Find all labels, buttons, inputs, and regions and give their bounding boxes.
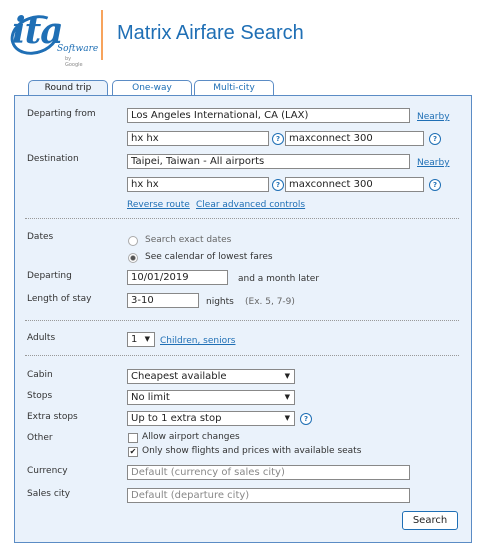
destination-routing-input[interactable]: hx hx — [127, 177, 269, 192]
calendar-label: See calendar of lowest fares — [145, 252, 273, 262]
length-of-stay-input[interactable]: 3-10 — [127, 293, 199, 308]
origin-routing-input[interactable]: hx hx — [127, 131, 269, 146]
section-divider — [25, 320, 459, 321]
departing-from-label: Departing from — [27, 109, 96, 119]
cabin-value: Cheapest available — [131, 371, 227, 382]
departing-date-input[interactable]: 10/01/2019 — [127, 270, 228, 285]
help-icon[interactable]: ? — [272, 179, 284, 191]
logo-text: ita — [12, 10, 63, 52]
chevron-down-icon: ▼ — [284, 372, 290, 380]
destination-input[interactable]: Taipei, Taiwan - All airports — [127, 154, 410, 169]
departing-label: Departing — [27, 271, 72, 281]
extra-stops-select[interactable] — [127, 411, 295, 426]
sales-city-label: Sales city — [27, 489, 71, 499]
adults-value: 1 — [131, 334, 138, 345]
help-icon[interactable]: ? — [300, 413, 312, 425]
departing-suffix: and a month later — [238, 274, 320, 284]
reverse-route-link[interactable]: Reverse route — [127, 200, 190, 210]
search-button[interactable]: Search — [402, 511, 458, 530]
adults-label: Adults — [27, 333, 56, 343]
clear-advanced-link[interactable]: Clear advanced controls — [196, 200, 306, 210]
destination-label: Destination — [27, 154, 79, 164]
tab-one-way[interactable]: One-way — [112, 80, 192, 95]
help-icon[interactable]: ? — [429, 133, 441, 145]
chevron-down-icon: ▼ — [144, 335, 150, 343]
stops-select[interactable] — [127, 390, 295, 405]
cabin-select[interactable] — [127, 369, 295, 384]
logo-subtext: Software — [57, 44, 99, 54]
radio-exact-dates[interactable] — [128, 236, 138, 246]
chevron-down-icon: ▼ — [284, 393, 290, 401]
destination-extension-input[interactable]: maxconnect 300 — [285, 177, 424, 192]
origin-extension-input[interactable]: maxconnect 300 — [285, 131, 424, 146]
destination-nearby-link[interactable]: Nearby — [417, 158, 450, 168]
section-divider — [25, 218, 459, 219]
allow-airport-changes-label: Allow airport changes — [142, 432, 240, 442]
origin-input[interactable]: Los Angeles International, CA (LAX) — [127, 108, 410, 123]
currency-input[interactable]: Default (currency of sales city) — [127, 465, 410, 480]
extra-stops-label: Extra stops — [27, 412, 78, 422]
length-of-stay-label: Length of stay — [27, 294, 92, 304]
stops-value: No limit — [131, 392, 170, 403]
logo-byline: by Google — [65, 56, 83, 68]
nights-label: nights — [206, 297, 234, 307]
extra-stops-value: Up to 1 extra stop — [131, 413, 222, 424]
tab-round-trip[interactable]: Round trip — [28, 80, 108, 97]
currency-label: Currency — [27, 466, 68, 476]
children-seniors-link[interactable]: Children, seniors — [160, 336, 236, 346]
other-label: Other — [27, 433, 53, 443]
length-of-stay-hint: (Ex. 5, 7-9) — [245, 297, 295, 307]
page-title: Matrix Airfare Search — [117, 22, 304, 44]
section-divider — [25, 355, 459, 356]
tab-multi-city[interactable]: Multi-city — [194, 80, 274, 95]
origin-nearby-link[interactable]: Nearby — [417, 112, 450, 122]
allow-airport-changes-checkbox[interactable] — [128, 433, 138, 443]
adults-select[interactable] — [127, 332, 155, 347]
header-divider — [101, 10, 103, 60]
only-available-label: Only show flights and prices with available seats — [142, 446, 362, 456]
help-icon[interactable]: ? — [429, 179, 441, 191]
stops-label: Stops — [27, 391, 53, 401]
cabin-label: Cabin — [27, 370, 53, 380]
help-icon[interactable]: ? — [272, 133, 284, 145]
sales-city-input[interactable]: Default (departure city) — [127, 488, 410, 503]
radio-calendar[interactable] — [128, 253, 138, 263]
dates-label: Dates — [27, 232, 54, 242]
search-form-panel — [14, 95, 472, 543]
chevron-down-icon: ▼ — [284, 414, 290, 422]
check-icon: ✔ — [129, 447, 137, 456]
only-available-checkbox[interactable] — [128, 447, 138, 457]
ita-software-logo — [10, 10, 99, 68]
exact-dates-label: Search exact dates — [145, 235, 232, 245]
